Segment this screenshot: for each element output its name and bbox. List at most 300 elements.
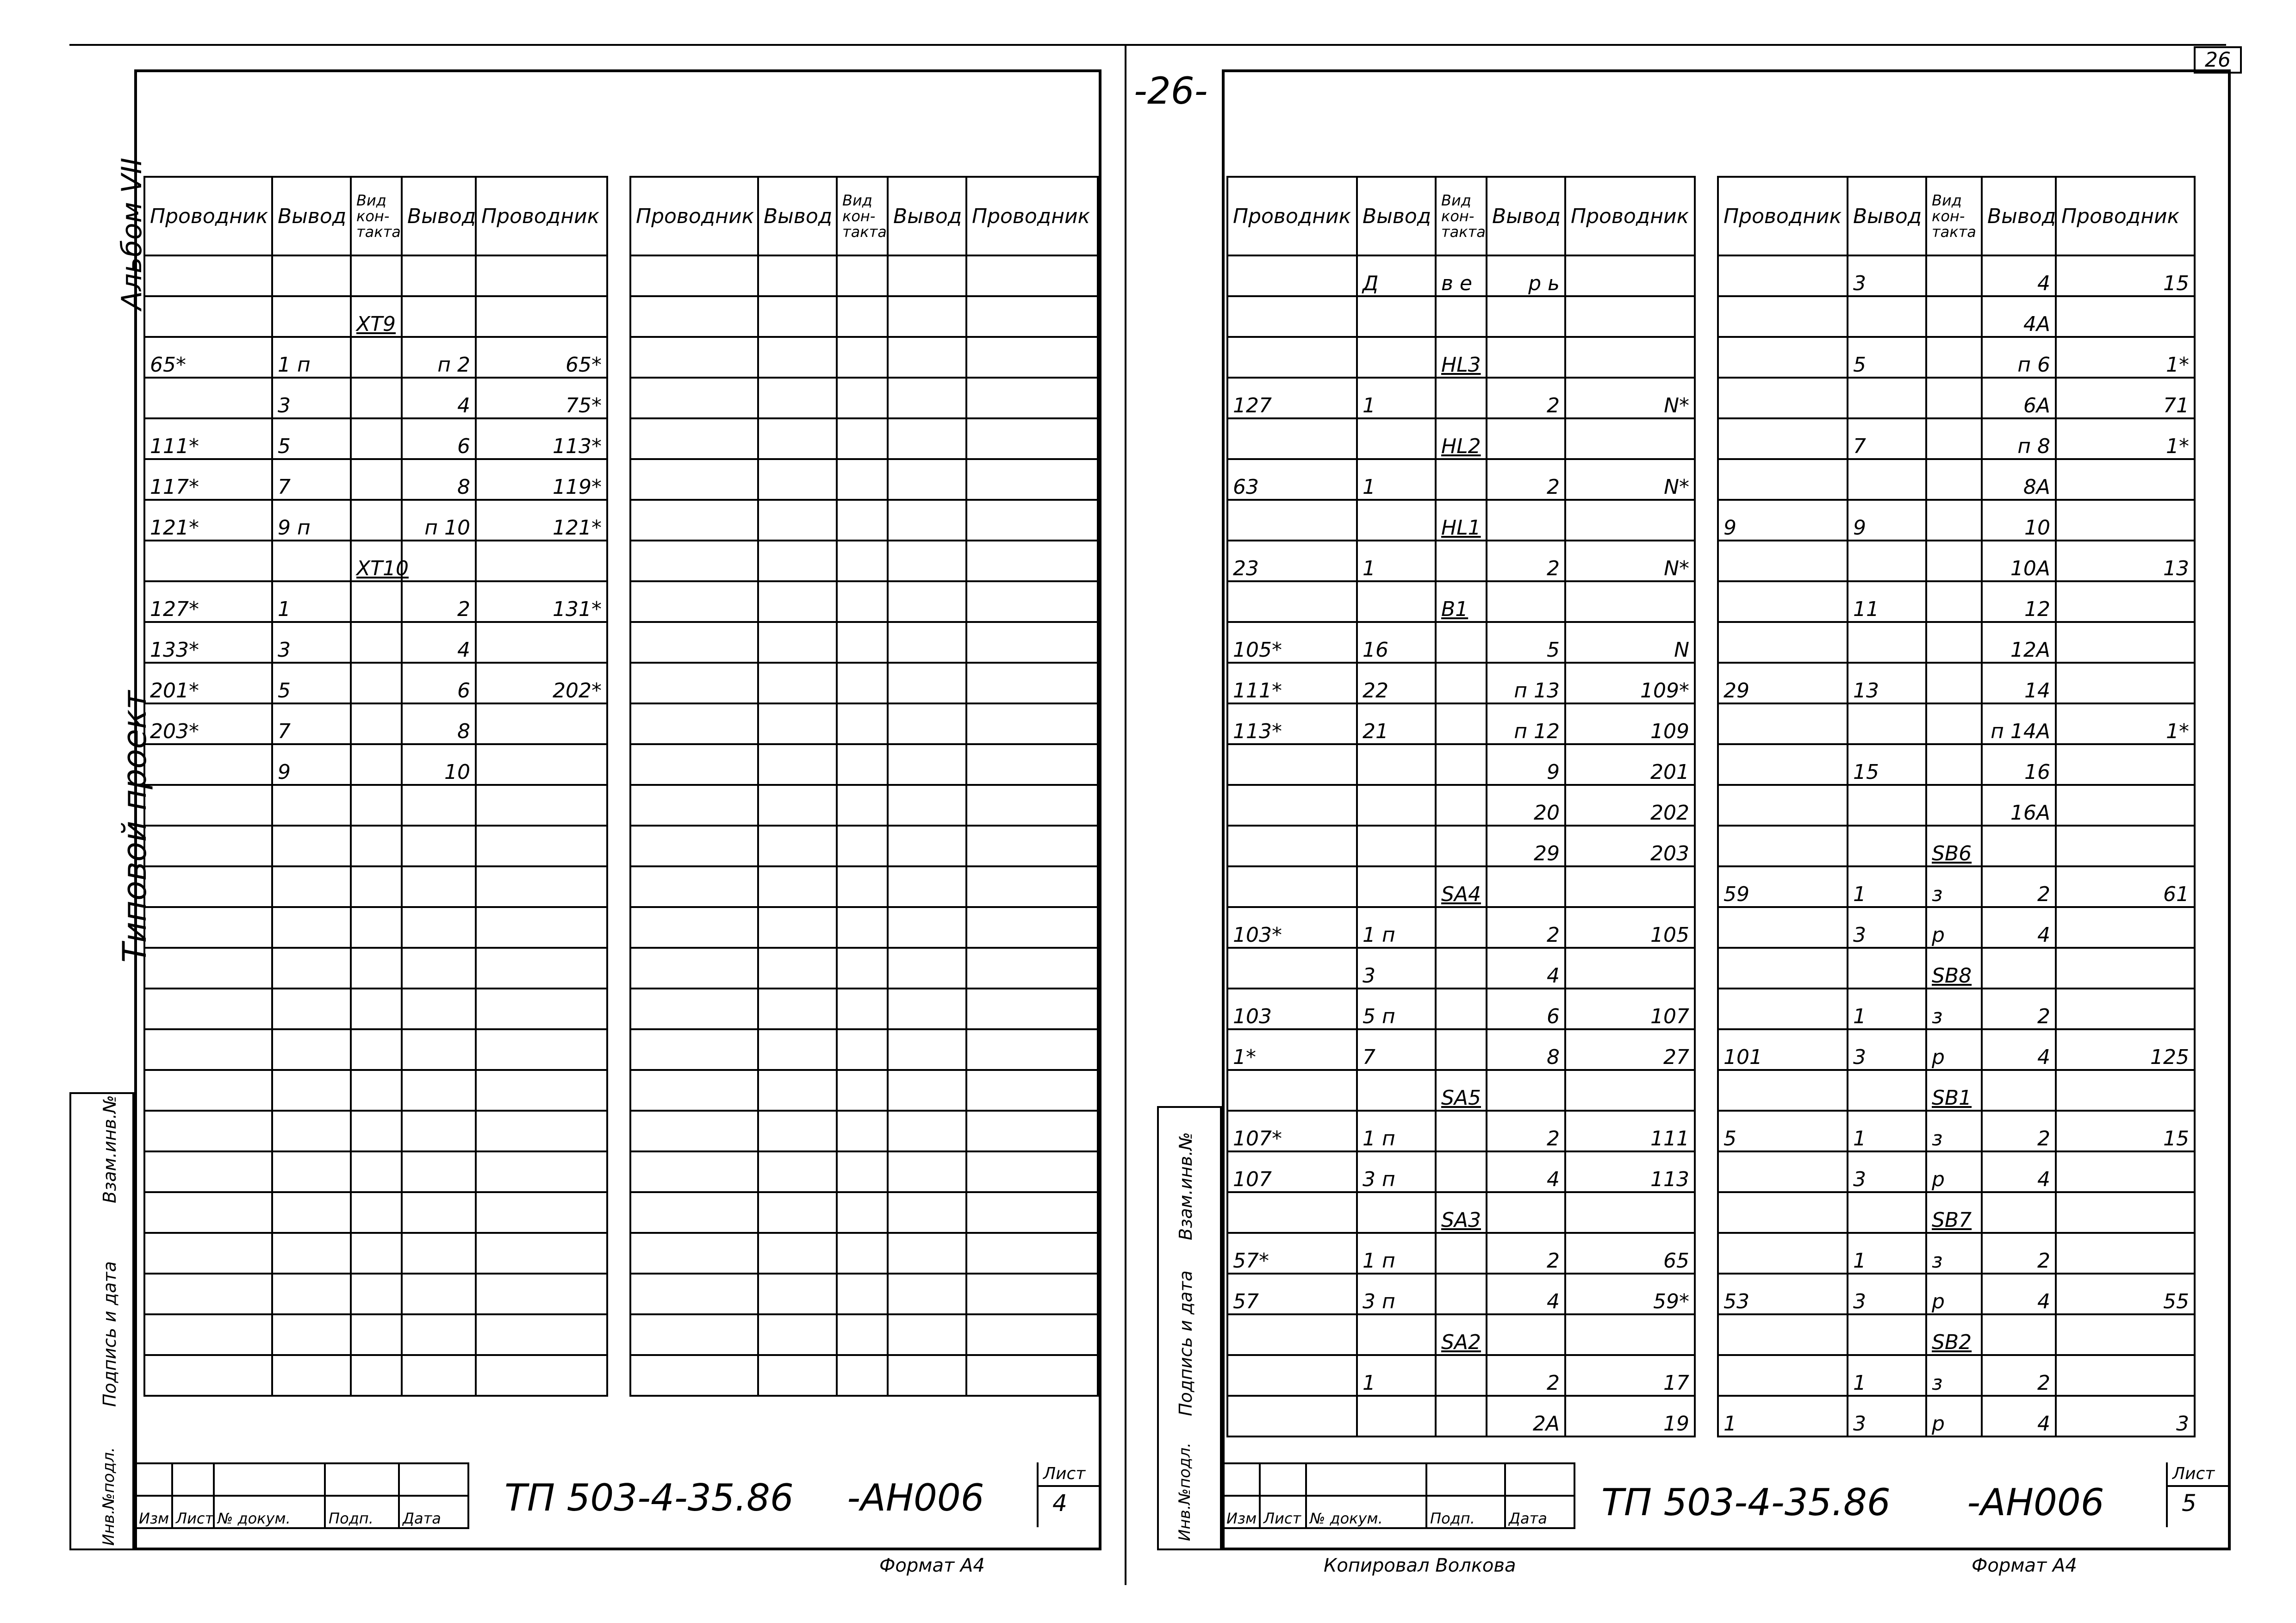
- table-cell: [144, 541, 272, 581]
- table-cell: [144, 826, 272, 866]
- table-cell: 12А: [1982, 622, 2056, 663]
- table-cell: [758, 1192, 837, 1233]
- table-cell: 131*: [476, 581, 607, 622]
- table-cell: 202: [1565, 785, 1695, 826]
- table-row: [1227, 948, 1695, 989]
- table-cell: з: [1926, 866, 1982, 907]
- table-cell: [402, 907, 476, 948]
- table-row: [144, 907, 607, 948]
- table-cell: [888, 337, 966, 378]
- table-cell: [351, 744, 402, 785]
- table-row: [1227, 663, 1695, 703]
- table-cell: 2: [1982, 1233, 2056, 1274]
- table-cell: [144, 1029, 272, 1070]
- table-cell: [272, 1029, 351, 1070]
- stamp4-izm: Изм: [135, 1496, 172, 1528]
- table-cell: [1487, 500, 1565, 541]
- table-row: [1227, 378, 1695, 418]
- table-cell: [402, 255, 476, 296]
- table-cell: 61: [2056, 866, 2195, 907]
- table-cell: SB6: [1926, 826, 1982, 866]
- table-cell: [1848, 1070, 1926, 1111]
- table-cell: 3: [2056, 1396, 2195, 1436]
- table-cell: 10: [1982, 500, 2056, 541]
- column-header: Вывод: [1357, 177, 1436, 255]
- table-cell: [630, 989, 758, 1029]
- table-cell: [837, 1233, 888, 1274]
- table-cell: з: [1926, 1233, 1982, 1274]
- table-row: [144, 744, 607, 785]
- table-row: [1227, 989, 1695, 1029]
- table-cell: [837, 337, 888, 378]
- table-cell: 9 п: [272, 500, 351, 541]
- table-cell: [476, 541, 607, 581]
- table-cell: [476, 1274, 607, 1314]
- table-cell: [630, 866, 758, 907]
- sheet5-table-right: [1717, 176, 2196, 1437]
- table-cell: [272, 541, 351, 581]
- table-cell: [476, 866, 607, 907]
- table-cell: [888, 1029, 966, 1070]
- table-cell: 2: [1982, 1355, 2056, 1396]
- table-cell: [272, 255, 351, 296]
- table-cell: 203: [1565, 826, 1695, 866]
- table-cell: п 14А: [1982, 703, 2056, 744]
- column-header: Вывод: [1848, 177, 1926, 255]
- table-cell: [758, 663, 837, 703]
- table-cell: [1357, 337, 1436, 378]
- column-header: Вид кон-такта: [1436, 177, 1487, 255]
- table-cell: [402, 296, 476, 337]
- table-cell: [1718, 255, 1848, 296]
- table-cell: [2056, 1151, 2195, 1192]
- table-cell: [630, 1070, 758, 1111]
- table-cell: 4: [1982, 255, 2056, 296]
- table-cell: [476, 255, 607, 296]
- table-cell: п 13: [1487, 663, 1565, 703]
- column-header: Проводник: [1227, 177, 1357, 255]
- table-cell: [2056, 500, 2195, 541]
- table-cell: [1718, 581, 1848, 622]
- table-cell: [402, 1029, 476, 1070]
- table-row: [1718, 500, 2195, 541]
- table-cell: 4: [1487, 1274, 1565, 1314]
- table-cell: 1*: [2056, 418, 2195, 459]
- table-cell: [837, 459, 888, 500]
- table-row: [1227, 1070, 1695, 1111]
- table-cell: [888, 500, 966, 541]
- table-cell: 202*: [476, 663, 607, 703]
- table-cell: 65*: [476, 337, 607, 378]
- table-cell: [966, 907, 1098, 948]
- table-cell: 127: [1227, 378, 1357, 418]
- table-cell: [272, 1151, 351, 1192]
- table-cell: N: [1565, 622, 1695, 663]
- table-cell: [351, 337, 402, 378]
- table-cell: [476, 622, 607, 663]
- table-row: [1227, 541, 1695, 581]
- table-cell: [758, 1111, 837, 1151]
- table-row: [144, 866, 607, 907]
- table-cell: [1926, 459, 1982, 500]
- table-cell: 20: [1487, 785, 1565, 826]
- table-cell: [351, 703, 402, 744]
- table-cell: 19: [1565, 1396, 1695, 1436]
- table-cell: 3: [1848, 1029, 1926, 1070]
- table-cell: [758, 337, 837, 378]
- table-cell: 5: [1718, 1111, 1848, 1151]
- table-cell: [476, 989, 607, 1029]
- table-cell: [966, 622, 1098, 663]
- table-row: [144, 1151, 607, 1192]
- table-cell: [1565, 418, 1695, 459]
- stamp5-list-no: 5: [2182, 1490, 2196, 1517]
- table-cell: [966, 1070, 1098, 1111]
- table-cell: [888, 703, 966, 744]
- table-cell: 71: [2056, 378, 2195, 418]
- table-row: [1718, 1151, 2195, 1192]
- table-cell: [758, 785, 837, 826]
- table-cell: 3: [272, 378, 351, 418]
- table-cell: [1436, 296, 1487, 337]
- table-row: [1227, 622, 1695, 663]
- table-cell: 2: [1982, 1111, 2056, 1151]
- sheet4-table-right: [629, 176, 1099, 1397]
- table-cell: [476, 785, 607, 826]
- stamp4-code: [504, 1476, 984, 1519]
- stamp4-list-no: 4: [1052, 1490, 1067, 1517]
- table-cell: 6А: [1982, 378, 2056, 418]
- table-cell: [630, 663, 758, 703]
- center-page-number: -26-: [1134, 69, 1208, 112]
- table-cell: [888, 459, 966, 500]
- stamp5-doc-text: -АН006: [1967, 1481, 2104, 1524]
- table-cell: [1565, 948, 1695, 989]
- table-cell: [1718, 907, 1848, 948]
- table-cell: [758, 703, 837, 744]
- table-cell: [1357, 866, 1436, 907]
- table-cell: [837, 744, 888, 785]
- table-cell: 111: [1565, 1111, 1695, 1151]
- table-cell: [144, 255, 272, 296]
- table-cell: [888, 826, 966, 866]
- table-cell: [837, 378, 888, 418]
- table-cell: [1436, 948, 1487, 989]
- table-cell: [966, 581, 1098, 622]
- table-cell: 2: [1487, 459, 1565, 500]
- table-cell: 3: [1848, 1151, 1926, 1192]
- table-cell: [1357, 581, 1436, 622]
- table-cell: [1565, 500, 1695, 541]
- table-cell: [1227, 500, 1357, 541]
- table-cell: [351, 1070, 402, 1111]
- table-cell: [966, 826, 1098, 866]
- stamp5-code-text: ТП 503-4-35.86: [1601, 1481, 1891, 1524]
- table-cell: [630, 907, 758, 948]
- table-cell: 1: [1848, 1233, 1926, 1274]
- table-cell: [1718, 1233, 1848, 1274]
- table-row: [144, 948, 607, 989]
- table-row: [630, 418, 1098, 459]
- table-cell: [966, 1314, 1098, 1355]
- table-cell: [888, 744, 966, 785]
- table-row: [144, 1355, 607, 1396]
- column-header: Вид кон-такта: [837, 177, 888, 255]
- table-cell: [630, 1151, 758, 1192]
- table-cell: 2: [1487, 1111, 1565, 1151]
- table-cell: [351, 1355, 402, 1396]
- column-header: Проводник: [476, 177, 607, 255]
- table-row: [1718, 826, 2195, 866]
- table-row: [1227, 1029, 1695, 1070]
- table-cell: [1436, 1274, 1487, 1314]
- table-cell: [1227, 1192, 1357, 1233]
- table-cell: [2056, 1192, 2195, 1233]
- table-cell: [966, 378, 1098, 418]
- table-row: [1718, 581, 2195, 622]
- table-cell: [1848, 296, 1926, 337]
- table-row: [1718, 703, 2195, 744]
- table-cell: 53: [1718, 1274, 1848, 1314]
- top-rule: [69, 44, 2226, 46]
- table-cell: [888, 1355, 966, 1396]
- table-row: [630, 378, 1098, 418]
- table-cell: 4: [1982, 1029, 2056, 1070]
- table-cell: [476, 1314, 607, 1355]
- table-cell: 65: [1565, 1233, 1695, 1274]
- table-cell: [758, 1314, 837, 1355]
- table-cell: 75*: [476, 378, 607, 418]
- table-cell: [272, 1233, 351, 1274]
- table-cell: 15: [2056, 1111, 2195, 1151]
- table-cell: 2: [1487, 541, 1565, 581]
- table-row: [1718, 337, 2195, 378]
- table-cell: [630, 1111, 758, 1151]
- table-cell: [476, 1233, 607, 1274]
- table-cell: 16: [1357, 622, 1436, 663]
- table-row: [1718, 1111, 2195, 1151]
- table-cell: п 8: [1982, 418, 2056, 459]
- table-cell: 2: [1487, 1355, 1565, 1396]
- table-row: [1718, 459, 2195, 500]
- table-cell: [144, 989, 272, 1029]
- table-cell: 3 п: [1357, 1274, 1436, 1314]
- table-cell: [758, 418, 837, 459]
- table-row: [1227, 826, 1695, 866]
- table-cell: [630, 1192, 758, 1233]
- table-cell: 133*: [144, 622, 272, 663]
- table-cell: [1718, 948, 1848, 989]
- table-cell: 119*: [476, 459, 607, 500]
- table-cell: [476, 1070, 607, 1111]
- table-cell: [630, 1355, 758, 1396]
- table-cell: [1982, 1192, 2056, 1233]
- table-cell: [402, 1314, 476, 1355]
- table-cell: [1982, 1314, 2056, 1355]
- table-row: [630, 541, 1098, 581]
- table-row: [1718, 541, 2195, 581]
- stamp4-doc-text: -АН006: [847, 1476, 984, 1519]
- table-cell: [351, 1192, 402, 1233]
- table-cell: SA2: [1436, 1314, 1487, 1355]
- table-cell: 12: [1982, 581, 2056, 622]
- table-cell: [351, 1029, 402, 1070]
- table-cell: [272, 1192, 351, 1233]
- table-cell: [476, 703, 607, 744]
- table-cell: [888, 866, 966, 907]
- table-cell: 27: [1565, 1029, 1695, 1070]
- table-cell: [1227, 866, 1357, 907]
- table-cell: 3: [1357, 948, 1436, 989]
- table-cell: 201: [1565, 744, 1695, 785]
- table-cell: [1848, 1314, 1926, 1355]
- table-cell: [1565, 337, 1695, 378]
- table-row: [144, 1029, 607, 1070]
- table-cell: [402, 866, 476, 907]
- table-cell: 3: [1848, 1274, 1926, 1314]
- table-cell: 121*: [476, 500, 607, 541]
- table-row: [630, 989, 1098, 1029]
- table-cell: [144, 378, 272, 418]
- table-cell: 5: [272, 663, 351, 703]
- table-cell: 9: [272, 744, 351, 785]
- table-cell: [1487, 418, 1565, 459]
- side-inv-podl: Инв.№подл.: [100, 1447, 118, 1546]
- table-cell: Д: [1357, 255, 1436, 296]
- table-cell: [351, 989, 402, 1029]
- column-header: Вывод: [402, 177, 476, 255]
- table-cell: [402, 785, 476, 826]
- table-row: [1227, 1192, 1695, 1233]
- table-cell: 15: [1848, 744, 1926, 785]
- table-row: [1718, 744, 2195, 785]
- table-cell: 16А: [1982, 785, 2056, 826]
- table-row: [144, 337, 607, 378]
- table-row: [144, 255, 607, 296]
- table-cell: [888, 1070, 966, 1111]
- table-row: [630, 744, 1098, 785]
- table-cell: [476, 1192, 607, 1233]
- column-header: Вывод: [1487, 177, 1565, 255]
- table-row: [630, 866, 1098, 907]
- table-row: [144, 1274, 607, 1314]
- table-cell: [1227, 826, 1357, 866]
- stamp4-data: Дата: [399, 1496, 468, 1528]
- stamp4-code-text: ТП 503-4-35.86: [504, 1476, 794, 1519]
- table-cell: 63: [1227, 459, 1357, 500]
- table-cell: 9: [1848, 500, 1926, 541]
- table-row: [144, 989, 607, 1029]
- table-cell: 107: [1565, 989, 1695, 1029]
- table-cell: [402, 948, 476, 989]
- table-cell: [1848, 948, 1926, 989]
- stamp5-list: Лист: [1260, 1496, 1306, 1528]
- table-cell: [2056, 948, 2195, 989]
- table-cell: N*: [1565, 541, 1695, 581]
- table-cell: [888, 541, 966, 581]
- table-cell: 1 п: [1357, 907, 1436, 948]
- table-cell: [630, 418, 758, 459]
- table-cell: 8: [402, 703, 476, 744]
- stamp4-format: Формат А4: [879, 1555, 985, 1576]
- stamp5-code: [1601, 1481, 2104, 1524]
- table-cell: [630, 255, 758, 296]
- table-cell: 5 п: [1357, 989, 1436, 1029]
- table-row: [1718, 663, 2195, 703]
- table-cell: [888, 785, 966, 826]
- table-cell: [476, 1151, 607, 1192]
- table-cell: [1565, 1192, 1695, 1233]
- table-cell: [1848, 378, 1926, 418]
- table-cell: [1436, 785, 1487, 826]
- table-cell: [1227, 744, 1357, 785]
- table-cell: 3 п: [1357, 1151, 1436, 1192]
- table-row: [1718, 1274, 2195, 1314]
- table-cell: [888, 1274, 966, 1314]
- table-row: [144, 663, 607, 703]
- table-cell: [1436, 744, 1487, 785]
- table-cell: 17: [1565, 1355, 1695, 1396]
- table-cell: [2056, 1355, 2195, 1396]
- table-cell: [966, 1192, 1098, 1233]
- table-cell: [1227, 785, 1357, 826]
- side-podpis-data: Подпись и дата: [100, 1261, 120, 1407]
- table-cell: [758, 989, 837, 1029]
- table-cell: [351, 622, 402, 663]
- table-cell: [630, 337, 758, 378]
- table-row: [1718, 948, 2195, 989]
- table-row: [630, 785, 1098, 826]
- table-cell: [837, 1355, 888, 1396]
- table-cell: SB1: [1926, 1070, 1982, 1111]
- table-row: [630, 1029, 1098, 1070]
- table-cell: [966, 1151, 1098, 1192]
- table-cell: [402, 989, 476, 1029]
- table-cell: [476, 296, 607, 337]
- table-cell: [1982, 948, 2056, 989]
- table-cell: [351, 1274, 402, 1314]
- table-cell: [1718, 1151, 1848, 1192]
- table-cell: [351, 459, 402, 500]
- table-cell: [1565, 255, 1695, 296]
- table-row: [1718, 1070, 2195, 1111]
- table-row: [144, 500, 607, 541]
- table-cell: р: [1926, 1029, 1982, 1070]
- table-cell: [2056, 663, 2195, 703]
- table-cell: [1436, 1111, 1487, 1151]
- stamp4-list-label: Лист: [1039, 1462, 1101, 1487]
- stamp4-list-box: [1037, 1462, 1101, 1527]
- center-divider: [1125, 44, 1126, 1585]
- table-cell: [144, 1355, 272, 1396]
- table-row: [144, 785, 607, 826]
- table-cell: [888, 1192, 966, 1233]
- table-cell: 1*: [2056, 703, 2195, 744]
- table-cell: 10: [402, 744, 476, 785]
- table-cell: 1: [1357, 378, 1436, 418]
- table-cell: [1227, 1314, 1357, 1355]
- table-cell: [888, 296, 966, 337]
- table-cell: 3: [1848, 1396, 1926, 1436]
- table-cell: [144, 1151, 272, 1192]
- table-cell: [758, 1070, 837, 1111]
- table-cell: 5: [1848, 337, 1926, 378]
- table-cell: [402, 1233, 476, 1274]
- table-cell: SB7: [1926, 1192, 1982, 1233]
- table-row: [1227, 1111, 1695, 1151]
- table-cell: [144, 296, 272, 337]
- table-cell: [630, 1274, 758, 1314]
